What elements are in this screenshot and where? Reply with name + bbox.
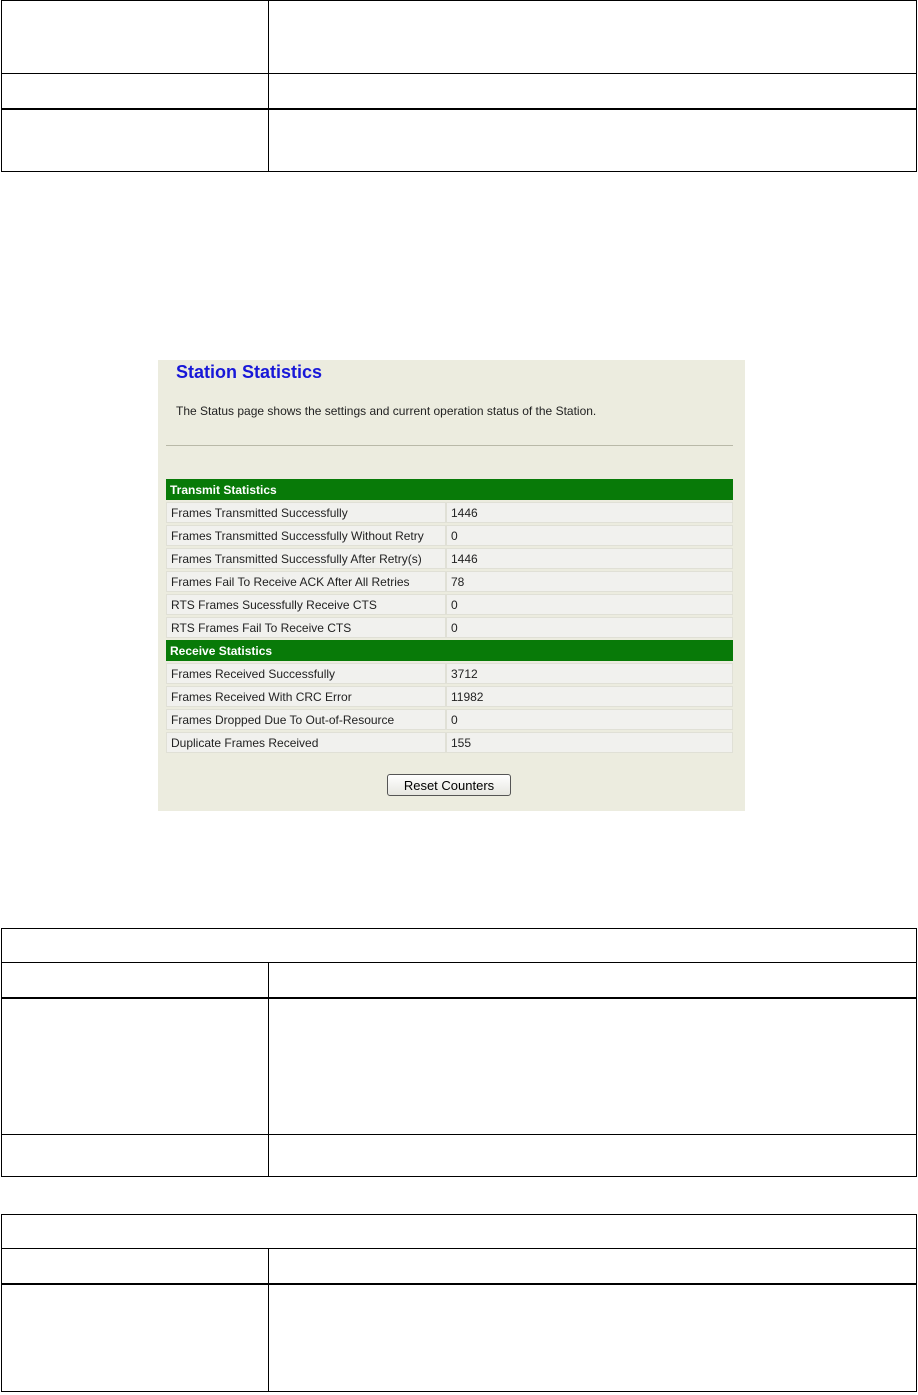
table-row — [166, 709, 733, 730]
stat-label: Duplicate Frames Received — [166, 732, 446, 753]
table-cell — [2, 963, 269, 998]
stat-label: Frames Fail To Receive ACK After All Retries — [166, 571, 446, 592]
stat-value: 0 — [446, 617, 733, 638]
page-title: Station Statistics — [176, 362, 323, 382]
stat-value: 0 — [446, 525, 733, 546]
table-cell — [2, 1, 269, 74]
stat-value: 155 — [446, 732, 733, 753]
stat-value: 0 — [446, 594, 733, 615]
bottom-document-table — [1, 1214, 917, 1392]
stat-value: 1446 — [446, 502, 733, 523]
stat-label: RTS Frames Sucessfully Receive CTS — [166, 594, 446, 615]
stat-label: Frames Received With CRC Error — [166, 686, 446, 707]
middle-document-table — [1, 928, 917, 1177]
receive-statistics-header: Receive Statistics — [166, 640, 733, 661]
table-row — [166, 732, 733, 753]
table-row — [166, 502, 733, 523]
table-row — [166, 571, 733, 592]
statistics-table — [166, 477, 733, 755]
table-cell — [269, 998, 917, 1135]
stat-value: 78 — [446, 571, 733, 592]
stat-value: 0 — [446, 709, 733, 730]
table-cell — [2, 109, 269, 172]
stat-value: 3712 — [446, 663, 733, 684]
transmit-statistics-header: Transmit Statistics — [166, 479, 733, 500]
table-cell — [269, 1249, 917, 1284]
table-row — [166, 594, 733, 615]
table-cell — [2, 929, 917, 963]
table-row — [166, 686, 733, 707]
table-cell — [269, 1135, 917, 1177]
table-cell — [269, 1284, 917, 1392]
table-row — [166, 548, 733, 569]
table-cell — [2, 1135, 269, 1177]
stat-value: 11982 — [446, 686, 733, 707]
table-cell — [2, 74, 269, 109]
stat-label: Frames Dropped Due To Out-of-Resource — [166, 709, 446, 730]
reset-counters-button[interactable]: Reset Counters — [387, 774, 511, 796]
table-cell — [2, 1249, 269, 1284]
stat-label: Frames Received Successfully — [166, 663, 446, 684]
section-header-transmit — [166, 479, 733, 500]
table-cell — [269, 1, 917, 74]
top-document-table — [1, 0, 917, 172]
table-cell — [2, 998, 269, 1135]
station-statistics-panel — [158, 360, 745, 811]
section-header-receive — [166, 640, 733, 661]
page-description: The Status page shows the settings and current operation status of the Station. — [176, 404, 597, 418]
stat-value: 1446 — [446, 548, 733, 569]
table-cell — [269, 74, 917, 109]
table-cell — [2, 1284, 269, 1392]
table-cell — [2, 1215, 917, 1249]
table-row — [166, 525, 733, 546]
table-row — [166, 617, 733, 638]
table-cell — [269, 963, 917, 998]
stat-label: Frames Transmitted Successfully — [166, 502, 446, 523]
table-row — [166, 663, 733, 684]
stat-label: Frames Transmitted Successfully After Retry(s) — [166, 548, 446, 569]
stat-label: Frames Transmitted Successfully Without Retry — [166, 525, 446, 546]
divider — [166, 445, 733, 446]
table-cell — [269, 109, 917, 172]
stat-label: RTS Frames Fail To Receive CTS — [166, 617, 446, 638]
